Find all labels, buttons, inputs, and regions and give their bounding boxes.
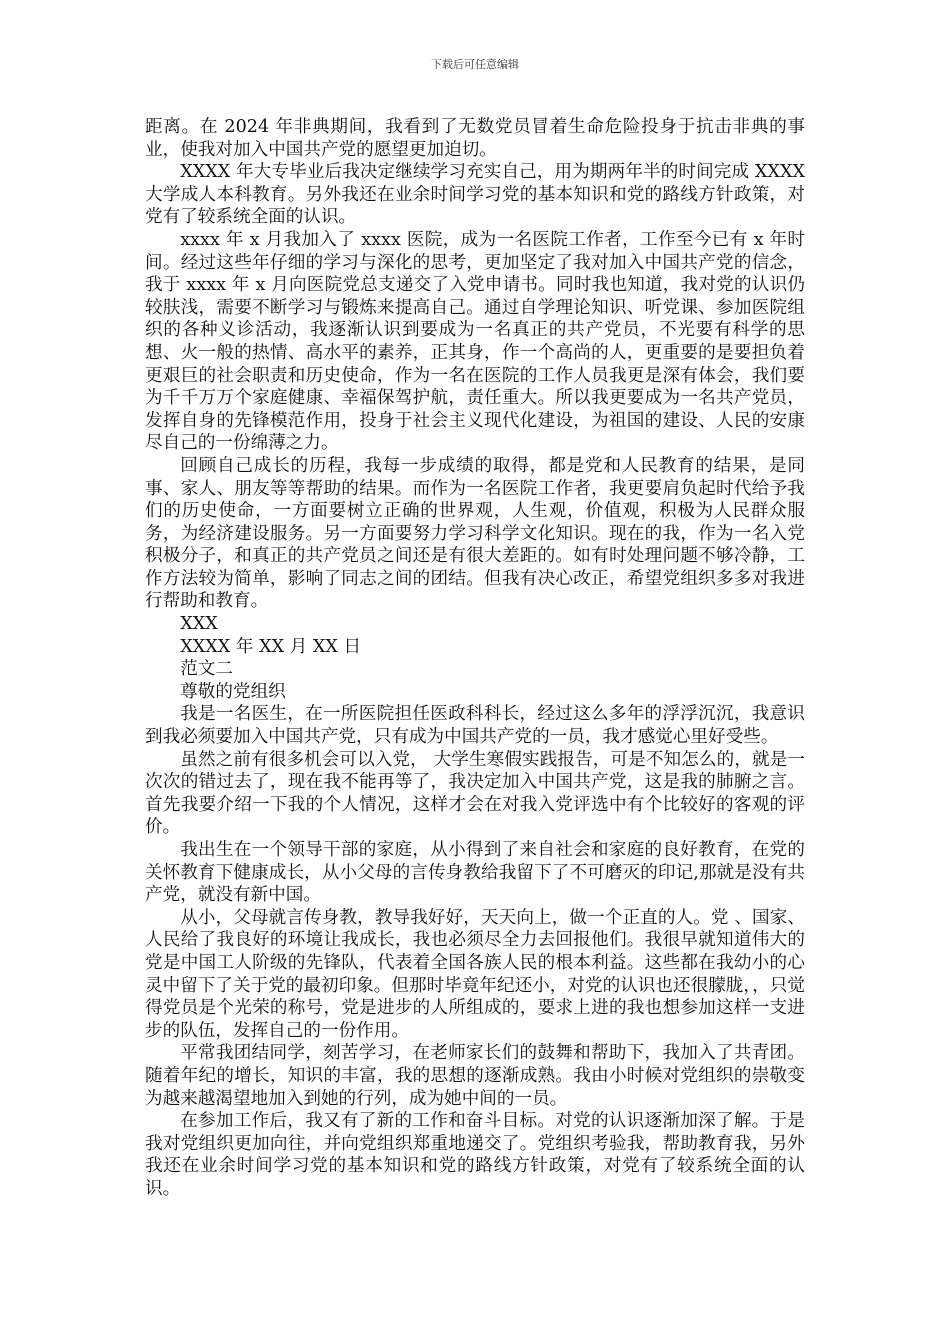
paragraph: xxxx 年 x 月我加入了 xxxx 医院，成为一名医院工作者，工作至今已有 x 年时间。经过这些年仔细的学习与深化的思考，更加坚定了我对加入中国共产党的信念，我于 xxxx 年 x 月向医院党总支递交了入党申请书。同时我也知道，我对党的认识仍较肤浅，需要不断学习与锻炼来提高自己。通过自学理论知识、听党课、参加医院组织的各种义诊活动，我逐渐认识到要成为一名真正的共产党员，不光要有科学的思想、火一般的热情、高水平的素养，正其身，作一个高尚的人，更重要的是要担负着更艰巨的社会职责和历史使命，作为一名在医院的工作人员我更是深有体会，我们要为千千万万个家庭健康、幸福保驾护航，责任重大。所以我更要成为一名共产党员，发挥自身的先锋模范作用，投身于社会主义现代化建设，为祖国的建设、人民的安康尽自己的一份绵薄之力。 [145, 229, 805, 454]
page-header: 下载后可任意编辑 [431, 58, 519, 71]
paragraph: 平常我团结同学，刻苦学习，在老师家长们的鼓舞和帮助下，我加入了共青团。随着年纪的增长，知识的丰富，我的思想的逐渐成熟。我由小时候对党组织的崇敬变为越来越渴望地加入到她的行列，成为她中间的一员。 [145, 1043, 805, 1109]
paragraph: 回顾自己成长的历程，我每一步成绩的取得，都是党和人民教育的结果，是同事、家人、朋友等等帮助的结果。而作为一名医院工作者，我更要肩负起时代给予我们的历史使命，一方面要树立正确的世界观，人生观，价值观，积极为人民群众服务，为经济建设服务。另一方面要努力学习科学文化知识。现在的我，作为一名入党积极分子，和真正的共产党员之间还是有很大差距的。如有时处理问题不够冷静，工作方法较为简单，影响了同志之间的团结。但我有决心改正，希望党组织多多对我进行帮助和教育。 [145, 455, 805, 612]
document-body [145, 116, 805, 1201]
paragraph: 我是一名医生，在一所医院担任医政科科长，经过这么多年的浮浮沉沉，我意识到我必须要加入中国共产党，只有成为中国共产党的一员，我才感觉心里好受些。 [145, 704, 805, 748]
signature-name: XXX [180, 614, 218, 635]
section-heading: 范文二 [180, 659, 233, 680]
paragraph: 虽然之前有很多机会可以入党， 大学生寒假实践报告，可是不知怎么的，就是一次次的错过去了，现在我不能再等了，我决定加入中国共产党，这是我的肺腑之言。首先我要介绍一下我的个人情况，这样才会在对我入党评选中有个比较好的客观的评价。 [145, 749, 805, 838]
signature-date: XXXX 年 XX 月 XX 日 [180, 636, 362, 657]
paragraph: XXXX 年大专毕业后我决定继续学习充实自己，用为期两年半的时间完成 XXXX 大学成人本科教育。另外我还在业余时间学习党的基本知识和党的路线方针政策，对党有了较系统全面的认识。 [145, 162, 805, 228]
paragraph: 距离。在 2024 年非典期间，我看到了无数党员冒着生命危险投身于抗击非典的事业，使我对加入中国共产党的愿望更加迫切。 [145, 117, 805, 160]
paragraph: 从小，父母就言传身教，教导我好好，天天向上，做一个正直的人。党 、国家、人民给了我良好的环境让我成长，我也必须尽全力去回报他们。我很早就知道伟大的党是中国工人阶级的先锋队，代表着全国各族人民的根本利益。这些都在我幼小的心灵中留下了关于党的最初印象。但那时毕竟年纪还小，对党的认识也还很朦胧，，只觉得党员是个光荣的称号，党是进步的人所组成的，要求上进的我也想参加这样一支进步的队伍，发挥自己的一份作用。 [145, 907, 805, 1041]
salutation: 尊敬的党组织 [180, 681, 286, 702]
paragraph: 在参加工作后，我又有了新的工作和奋斗目标。对党的认识逐渐加深了解。于是我对党组织更加向往，并向党组织郑重地递交了。党组织考验我，帮助教育我，另外我还在业余时间学习党的基本知识和党的路线方针政策，对党有了较系统全面的认识。 [145, 1111, 805, 1199]
paragraph: 我出生在一个领导干部的家庭，从小得到了来自社会和家庭的良好教育，在党的关怀教育下健康成长，从小父母的言传身教给我留下了不可磨灭的印记,那就是没有共产党，就没有新中国。 [145, 840, 805, 906]
